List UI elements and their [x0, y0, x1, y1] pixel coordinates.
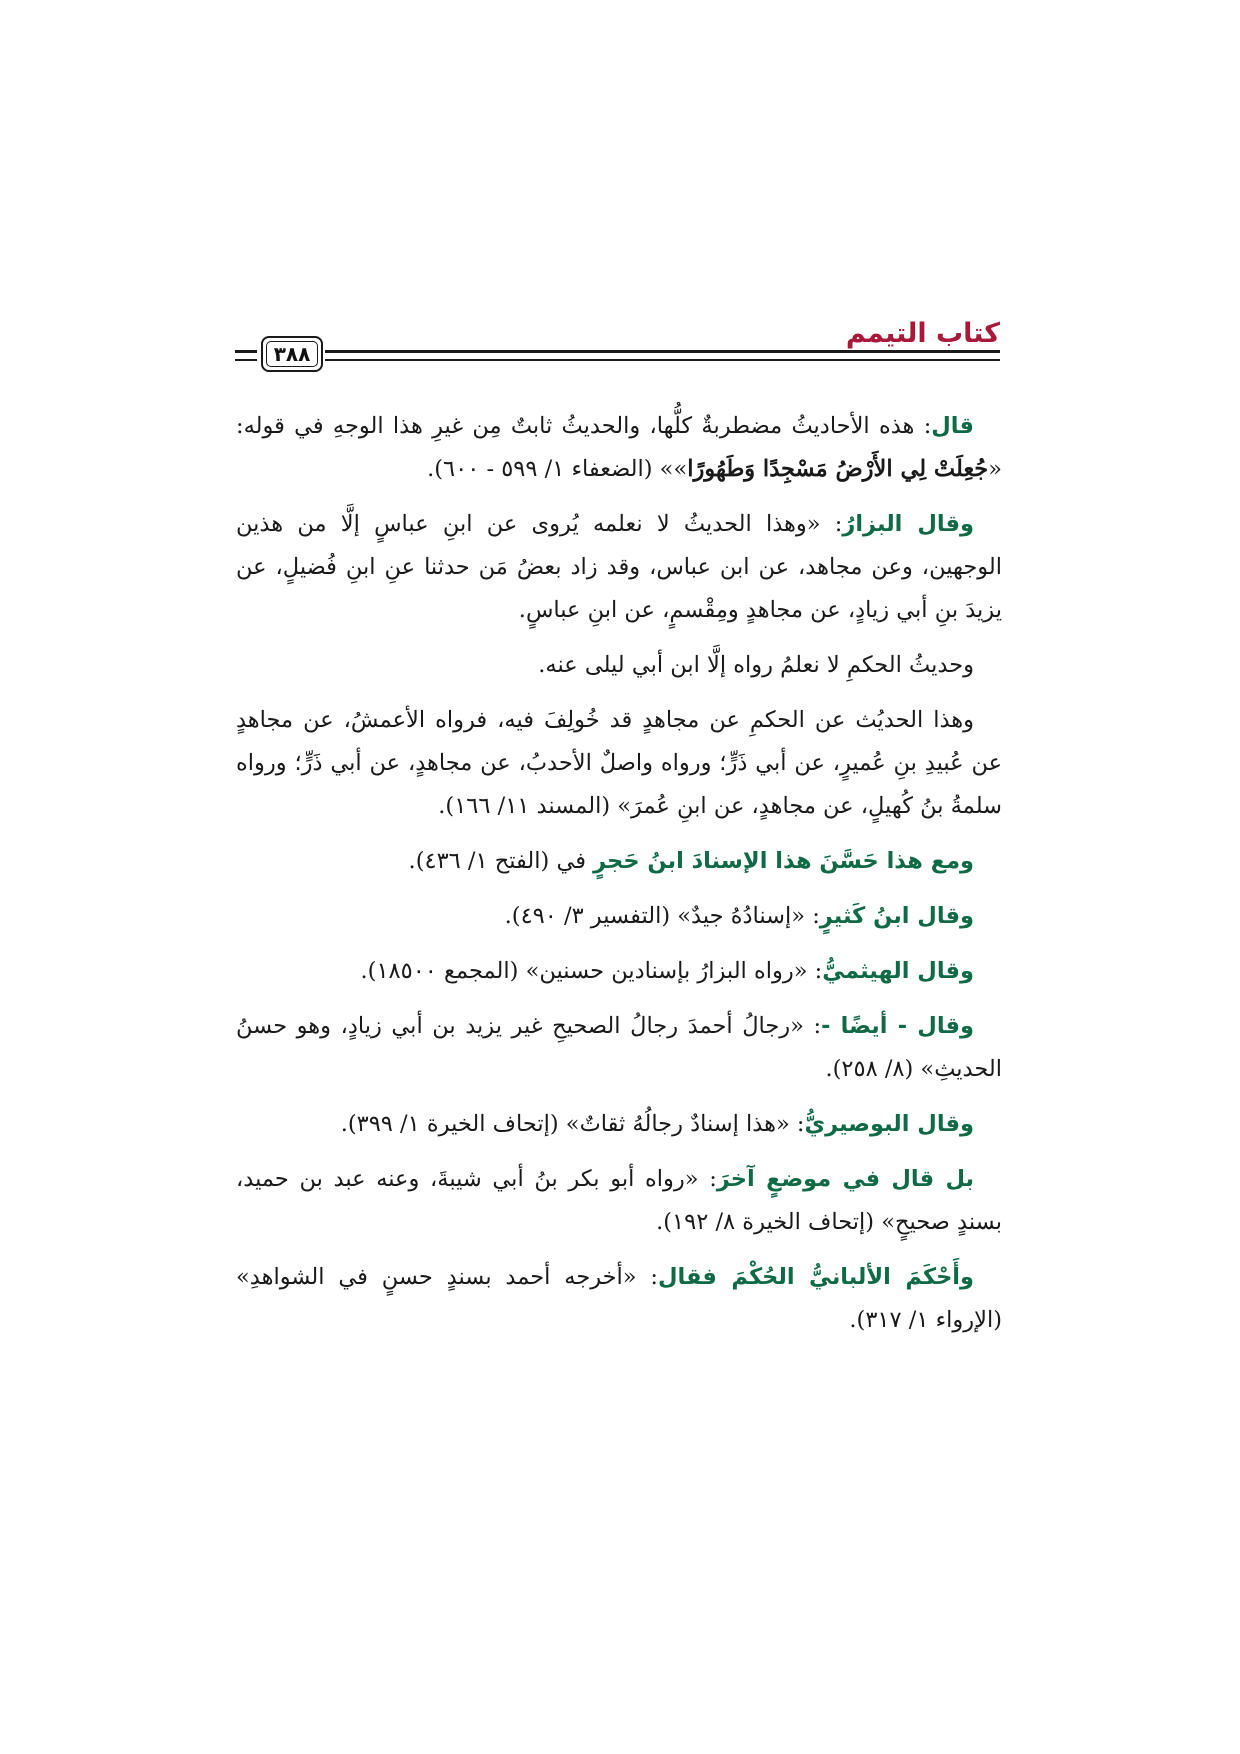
page-number: ٣٨٨ — [261, 336, 323, 372]
paragraph-text: : «رجالُ أحمدَ رجالُ الصحيحِ غير يزيد بن أبي زيادٍ، وهو حسنُ الحديثِ» (٨/ ٢٥٨). — [236, 1013, 1002, 1082]
book-title: كتاب التيمم — [845, 318, 1000, 349]
paragraph-tail: »» (الضعفاء ١/ ٥٩٩ - ٦٠٠). — [427, 456, 688, 482]
paragraph-label: وقال الهيثميُّ — [822, 958, 974, 984]
paragraph-text: وهذا الحديُث عن الحكمِ عن مجاهدٍ قد خُولِفَ فيه، فرواه الأعمشُ، عن مجاهدٍ عن عُبيدِ بنِ عُميرٍ، عن أبي ذَرٍّ؛ ورواه واصلٌ الأحدبُ، عن مجاهدٍ، عن أبي ذَرٍّ؛ ورواه سلمةُ بنُ كُهيلٍ، عن مجاهدٍ، عن ابنِ عُمرَ» (المسند ١١/ ١٦٦). — [236, 707, 1002, 819]
header-rule-left-thin — [235, 359, 257, 361]
paragraph-11 — [236, 1256, 1002, 1342]
paragraph-7 — [236, 950, 1002, 993]
paragraph-10 — [236, 1158, 1002, 1244]
paragraph-label: بل قال في موضعٍ آخرَ — [716, 1166, 974, 1192]
paragraph-1 — [236, 405, 1002, 491]
paragraph-text: : «هذا إسنادٌ رجالُهُ ثقاتٌ» (إتحاف الخيرة ١/ ٣٩٩). — [340, 1111, 805, 1137]
paragraph-label: وقال البزارُ — [842, 511, 975, 537]
paragraph-text: في (الفتح ١/ ٤٣٦). — [408, 848, 594, 874]
paragraph-5 — [236, 840, 1002, 883]
paragraph-9 — [236, 1103, 1002, 1146]
paragraph-label: وقال البوصيريُّ — [804, 1111, 974, 1137]
paragraph-text: : «إسنادُهُ جيدٌ» (التفسير ٣/ ٤٩٠). — [504, 903, 820, 929]
page-body — [236, 405, 1002, 1354]
paragraph-4 — [236, 699, 1002, 828]
paragraph-text: : هذه الأحاديثُ مضطربةٌ كلُّها، والحديثُ ثابتٌ مِن غيرِ هذا الوجهِ في قوله: « — [236, 413, 1002, 482]
paragraph-text: : «رواه البزارُ بإسنادين حسنين» (المجمع ١٨٥٠٠). — [360, 958, 823, 984]
paragraph-8 — [236, 1005, 1002, 1091]
paragraph-3 — [236, 644, 1002, 687]
paragraph-text: : «أخرجه أحمد بسندٍ حسنٍ في الشواهدِ» (الإرواء ١/ ٣١٧). — [236, 1264, 1002, 1333]
paragraph-text: : «رواه أبو بكر بنُ أبي شيبةَ، وعنه عبد بن حميد، بسندٍ صحيحٍ» (إتحاف الخيرة ٨/ ١٩٢). — [236, 1166, 1002, 1235]
paragraph-label: وقال ابنُ كَثيرٍ — [819, 903, 974, 929]
paragraph-text: : «وهذا الحديثُ لا نعلمه يُروى عن ابنِ عباسٍ إلَّا من هذين الوجهين، وعن مجاهد، عن ابن عباس، وقد زاد بعضُ مَن حدثنا عنِ ابنِ فُضيلٍ، عن يزيدَ بنِ أبي زيادٍ، عن مجاهدٍ ومِقْسمٍ، عن ابنِ عباسٍ. — [236, 511, 1002, 623]
paragraph-label: وأَحْكَمَ الألبانيُّ الحُكْمَ فقال — [658, 1264, 974, 1290]
paragraph-label: قال — [931, 413, 974, 439]
header-rule-left — [235, 350, 257, 353]
paragraph-2 — [236, 503, 1002, 632]
header-rule — [325, 350, 1000, 353]
page-header — [235, 318, 1000, 388]
header-rule-thin — [325, 359, 1000, 361]
hadith-quote: جُعِلَتْ لِي الأَرْضُ مَسْجِدًا وَطَهُورًا — [687, 456, 989, 482]
paragraph-6 — [236, 895, 1002, 938]
paragraph-text: وحديثُ الحكمِ لا نعلمُ رواه إلَّا ابن أبي ليلى عنه. — [538, 652, 974, 678]
paragraph-label: ومع هذا حَسَّنَ هذا الإسنادَ ابنُ حَجرٍ — [593, 848, 974, 874]
paragraph-label: وقال - أيضًا - — [821, 1013, 974, 1039]
